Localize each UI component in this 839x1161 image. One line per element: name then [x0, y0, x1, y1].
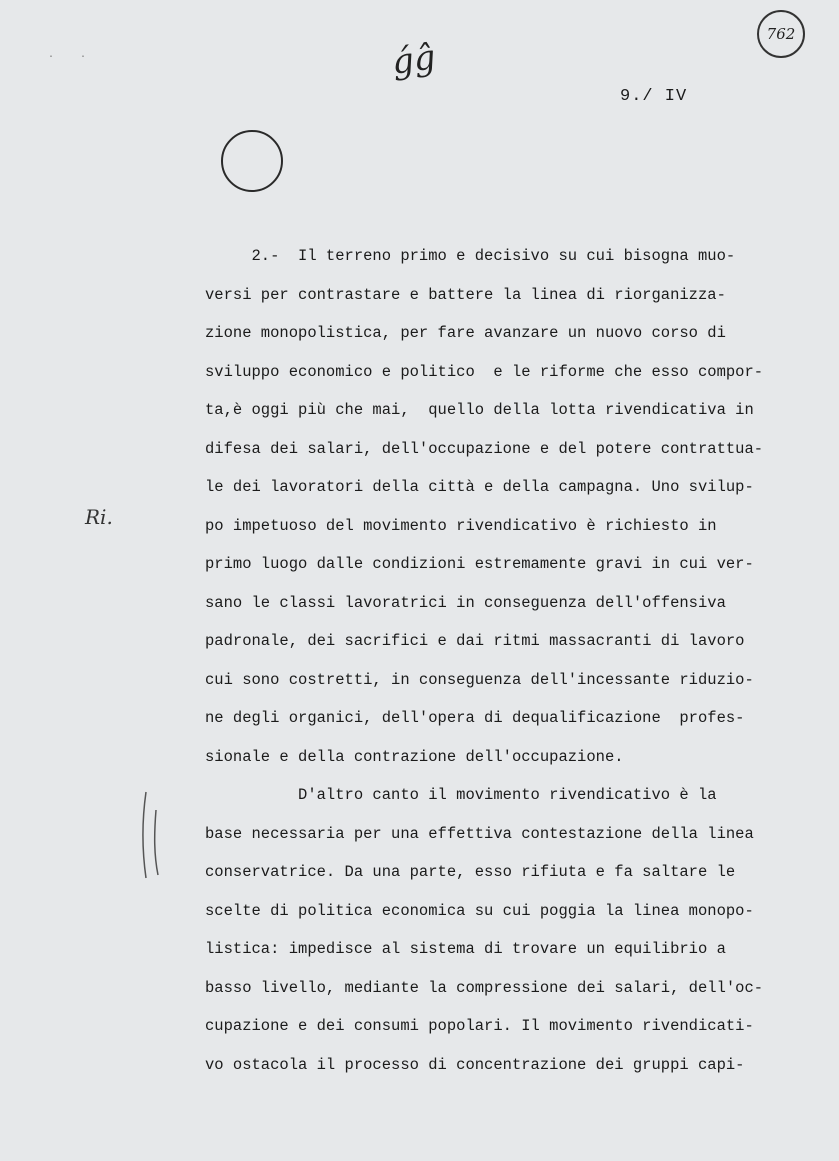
- body-text: [205, 160, 805, 1161]
- handwritten-initials: ǵĝ: [389, 37, 439, 83]
- text-line: zione monopolistica, per fare avanzare un nuovo corso di: [205, 324, 726, 342]
- text-line: cupazione e dei consumi popolari. Il movimento rivendicati-: [205, 1017, 754, 1035]
- paragraph: [205, 776, 805, 1084]
- text-line: le dei lavoratori della città e della campagna. Uno svilup-: [205, 478, 754, 496]
- page-reference: 9./ IV: [620, 87, 688, 106]
- text-line: difesa dei salari, dell'occupazione e del potere contrattua-: [205, 439, 764, 458]
- paragraph: [205, 237, 805, 776]
- text-line: cui sono costretti, in conseguenza dell'incessante riduzio-: [205, 670, 754, 689]
- text-line: ta,è oggi più che mai, quello della lotta rivendicativa in: [205, 401, 754, 419]
- text-line: base necessaria per una effettiva contestazione della linea: [205, 824, 754, 843]
- text-line: padronale, dei sacrifici e dai ritmi massacranti di lavoro: [205, 632, 745, 650]
- text-line: D'altro canto il movimento rivendicativo è la: [205, 786, 717, 804]
- text-line: scelte di politica economica su cui poggia la linea monopo-: [205, 901, 754, 920]
- margin-bracket: [140, 790, 162, 880]
- text-line: sviluppo economico e politico e le riforme che esso compor-: [205, 362, 764, 381]
- margin-specks: · ·: [48, 52, 97, 63]
- page-number-stamp: 762: [757, 10, 805, 58]
- text-line: versi per contrastare e battere la linea di riorganizza-: [205, 285, 726, 304]
- text-line: listica: impedisce al sistema di trovare un equilibrio a: [205, 940, 726, 958]
- text-line: sano le classi lavoratrici in conseguenza dell'offensiva: [205, 593, 726, 612]
- text-line: po impetuoso del movimento rivendicativo è richiesto in: [205, 516, 717, 535]
- text-line: ne degli organici, dell'opera di dequalificazione profes-: [205, 709, 745, 727]
- text-line: vo ostacola il processo di concentrazione dei gruppi capi-: [205, 1055, 745, 1074]
- text-line: basso livello, mediante la compressione dei salari, dell'oc-: [205, 978, 764, 997]
- text-line: 2.- Il terreno primo e decisivo su cui bisogna muo-: [205, 247, 736, 265]
- text-line: primo luogo dalle condizioni estremamente gravi in cui ver-: [205, 555, 754, 573]
- text-line: sionale e della contrazione dell'occupazione.: [205, 747, 624, 766]
- margin-note: Ri.: [85, 505, 113, 529]
- text-line: conservatrice. Da una parte, esso rifiuta e fa saltare le: [205, 863, 736, 881]
